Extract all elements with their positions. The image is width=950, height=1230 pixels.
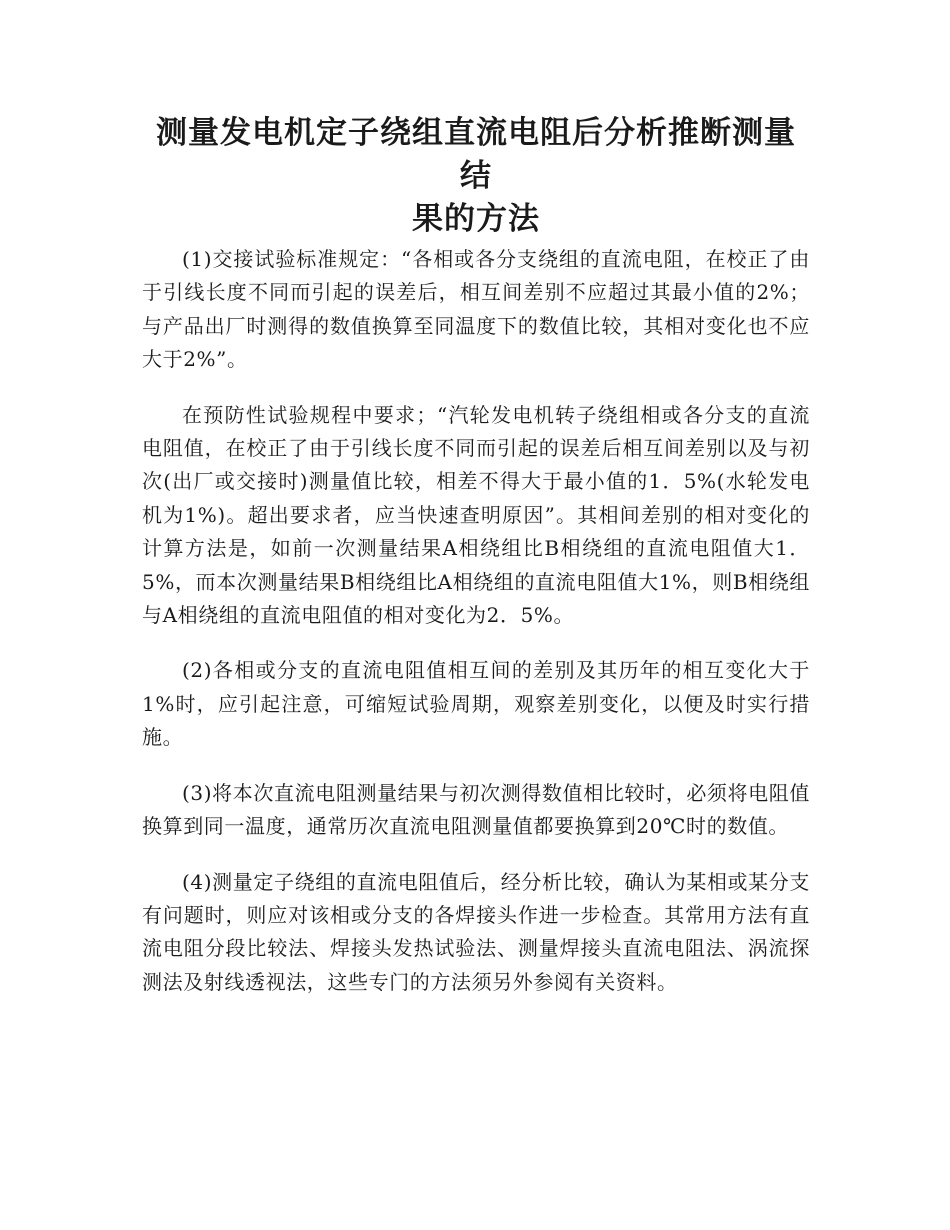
paragraph-5: (4)测量定子绕组的直流电阻值后，经分析比较，确认为某相或某分支有问题时，则应对该相或分支的各焊接头作进一步检查。其常用方法有直流电阻分段比较法、焊接头发热试验法、测量焊接头直流电阻法、涡流探测法及射线透视法，这些专门的方法须另外参阅有关资料。 xyxy=(142,869,810,994)
paragraph-1: (1)交接试验标准规定：“各相或各分支绕组的直流电阻，在校正了由于引线长度不同而引起的误差后，相互间差别不应超过其最小值的2%；与产品出厂时测得的数值换算至同温度下的数值比较，其相对变化也不应大于2%”。 xyxy=(142,247,810,372)
document-page xyxy=(142,112,810,1021)
title-line-1: 测量发电机定子绕组直流电阻后分析推断测量结 xyxy=(156,115,796,194)
paragraph-2: 在预防性试验规程中要求；“汽轮发电机转子绕组相或各分支的直流电阻值，在校正了由于引线长度不同而引起的误差后相互间差别以及与初次(出厂或交接时)测量值比较，相差不得大于最小值的1．5%(水轮发电机为1%)。超出要求者，应当快速查明原因”。其相间差别的相对变化的计算方法是，如前一次测量结果A相绕组比B相绕组的直流电阻值大1．5%，而本次测量结果B相绕组比A相绕组的直流电阻值大1%，则B相绕组与A相绕组的直流电阻值的相对变化为2．5%。 xyxy=(142,402,810,628)
paragraph-3: (2)各相或分支的直流电阻值相互间的差别及其历年的相互变化大于1%时，应引起注意，可缩短试验周期，观察差别变化，以便及时实行措施。 xyxy=(142,658,810,750)
document-title xyxy=(142,112,810,241)
title-line-2: 果的方法 xyxy=(412,201,540,237)
paragraph-4: (3)将本次直流电阻测量结果与初次测得数值相比较时，必须将电阻值换算到同一温度，通常历次直流电阻测量值都要换算到20℃时的数值。 xyxy=(142,780,810,839)
